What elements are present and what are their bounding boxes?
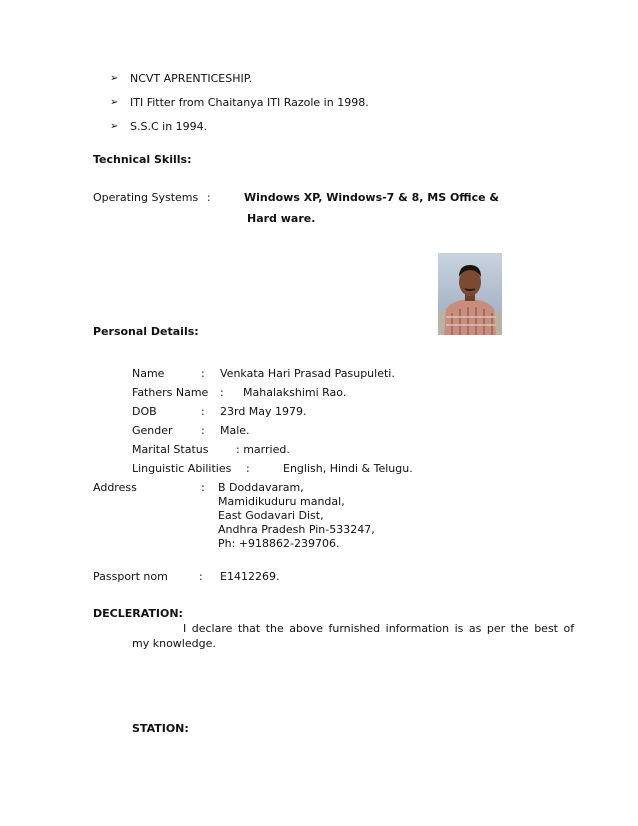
- dob-label: DOB: [132, 405, 157, 418]
- bullet-icon: ➢: [110, 121, 119, 132]
- passport-label: Passport nom: [93, 570, 168, 583]
- name-label: Name: [132, 367, 165, 380]
- technical-skills-heading: Technical Skills:: [93, 153, 192, 166]
- passport-value: E1412269.: [220, 570, 280, 583]
- profile-photo: [438, 253, 502, 335]
- education-item: S.S.C in 1994.: [130, 120, 208, 133]
- address-label: Address: [93, 481, 137, 494]
- dob-colon: :: [201, 405, 205, 418]
- bullet-icon: ➢: [110, 97, 119, 108]
- dob-value: 23rd May 1979.: [220, 405, 307, 418]
- linguistic-colon: :: [246, 462, 250, 475]
- os-value: Windows XP, Windows-7 & 8, MS Office &: [244, 191, 499, 204]
- station-label: STATION:: [132, 722, 189, 735]
- address-line: B Doddavaram,: [218, 481, 304, 494]
- os-colon: :: [207, 191, 211, 204]
- linguistic-label: Linguistic Abilities: [132, 462, 232, 475]
- marital-status-label: Marital Status: [132, 443, 209, 456]
- os-value-cont: Hard ware.: [247, 212, 316, 225]
- gender-label: Gender: [132, 424, 173, 437]
- education-item: NCVT APRENTICESHIP.: [130, 72, 253, 85]
- fathers-name-colon: :: [220, 386, 224, 399]
- fathers-name-value: Mahalakshimi Rao.: [243, 386, 347, 399]
- address-phone: Ph: +918862-239706.: [218, 537, 340, 550]
- gender-colon: :: [201, 424, 205, 437]
- passport-colon: :: [199, 570, 203, 583]
- declaration-text-cont: my knowledge.: [132, 637, 216, 650]
- address-line: East Godavari Dist,: [218, 509, 324, 522]
- linguistic-value: English, Hindi & Telugu.: [283, 462, 413, 475]
- declaration-text: I declare that the above furnished information is as per the best of: [183, 622, 575, 635]
- os-label: Operating Systems: [93, 191, 199, 204]
- address-line: Andhra Pradesh Pin-533247,: [218, 523, 375, 536]
- name-value: Venkata Hari Prasad Pasupuleti.: [220, 367, 395, 380]
- address-colon: :: [201, 481, 205, 494]
- address-line: Mamidikuduru mandal,: [218, 495, 345, 508]
- declaration-heading: DECLERATION:: [93, 607, 183, 620]
- fathers-name-label: Fathers Name: [132, 386, 209, 399]
- bullet-icon: ➢: [110, 73, 119, 84]
- education-item: ITI Fitter from Chaitanya ITI Razole in 1998.: [130, 96, 369, 109]
- marital-status-value: : married.: [236, 443, 290, 456]
- gender-value: Male.: [220, 424, 250, 437]
- name-colon: :: [201, 367, 205, 380]
- personal-details-heading: Personal Details:: [93, 325, 199, 338]
